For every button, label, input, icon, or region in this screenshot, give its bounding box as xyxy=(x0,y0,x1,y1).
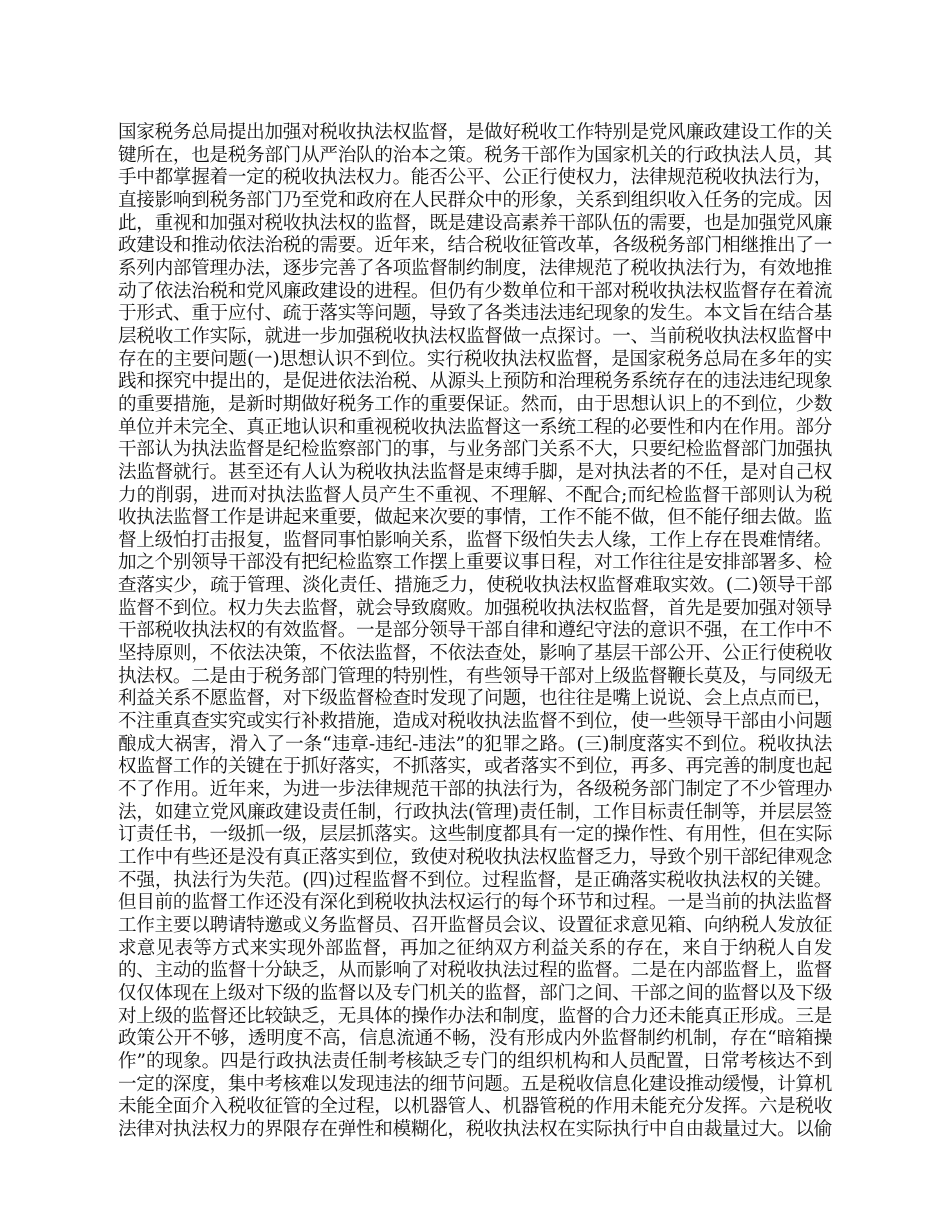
body-paragraph: 国家税务总局提出加强对税收执法权监督，是做好税收工作特别是党风廉政建设工作的关键所在，也是税务部门从严治队的治本之策。税务干部作为国家机关的行政执法人员，其手中都掌握着一定的税收执法权力。能否公平、公正行使权力，法律规范税收执法行为，直接影响到税务部门乃至党和政府在人民群众中的形象，关系到组织收入任务的完成。因此，重视和加强对税收执法权的监督，既是建设高素养干部队伍的需要，也是加强党风廉政建设和推动依法治税的需要。近年来，结合税收征管改革，各级税务部门相继推出了一系列内部管理办法，逐步完善了各项监督制约制度，法律规范了税收执法行为，有效地推动了依法治税和党风廉政建设的进程。但仍有少数单位和干部对税收执法权监督存在着流于形式、重于应付、疏于落实等问题，导致了各类违法违纪现象的发生。本文旨在结合基层税收工作实际，就进一步加强税收执法权监督做一点探讨。一、当前税收执法权监督中存在的主要问题(一)思想认识不到位。实行税收执法权监督，是国家税务总局在多年的实践和探究中提出的，是促进依法治税、从源头上预防和治理税务系统存在的违法违纪现象的重要措施，是新时期做好税务工作的重要保证。然而，由于思想认识上的不到位，少数单位并未完全、真正地认识和重视税收执法监督这一系统工程的必要性和内在作用。部分干部认为执法监督是纪检监察部门的事，与业务部门关系不大，只要纪检监督部门加强执法监督就行。甚至还有人认为税收执法监督是束缚手脚，是对执法者的不任，是对自己权力的削弱，进而对执法监督人员产生不重视、不理解、不配合;而纪检监督干部则认为税收执法监督工作是讲起来重要，做起来次要的事情，工作不能不做，但不能仔细去做。监督上级怕打击报复，监督同事怕影响关系，监督下级怕失去人缘，工作上存在畏难情绪。加之个别领导干部没有把纪检监察工作摆上重要议事日程，对工作往往是安排部署多、检查落实少，疏于管理、淡化责任、措施乏力，使税收执法权监督难取实效。(二)领导干部监督不到位。权力失去监督，就会导致腐败。加强税收执法权监督，首先是要加强对领导干部税收执法权的有效监督。一是部分领导干部自律和遵纪守法的意识不强，在工作中不坚持原则，不依法决策，不依法监督，不依法查处，影响了基层干部公开、公正行使税收执法权。二是由于税务部门管理的特别性，有些领导干部对上级监督鞭长莫及，与同级无利益关系不愿监督，对下级监督检查时发现了问题，也往往是嘴上说说、会上点点而已，不注重真查实究或实行补救措施，造成对税收执法监督不到位，使一些领导干部由小问题酿成大祸害，滑入了一条“违章-违纪-违法”的犯罪之路。(三)制度落实不到位。税收执法权监督工作的关键在于抓好落实，不抓落实，或者落实不到位，再多、再完善的制度也起不了作用。近年来，为进一步法律规范干部的执法行为，各级税务部门制定了不少管理办法，如建立党风廉政建设责任制，行政执法(管理)责任制，工作目标责任制等，并层层签订责任书，一级抓一级，层层抓落实。这些制度都具有一定的操作性、有用性，但在实际工作中有些还是没有真正落实到位，致使对税收执法权监督乏力，导致个别干部纪律观念不强，执法行为失范。(四)过程监督不到位。过程监督，是正确落实税收执法权的关键。但目前的监督工作还没有深化到税收执法权运行的每个环节和过程。一是当前的执法监督工作主要以聘请特邀或义务监督员、召开监督员会议、设置征求意见箱、向纳税人发放征求意见表等方式来实现外部监督，再加之征纳双方利益关系的存在，来自于纳税人自发的、主动的监督十分缺乏，从而影响了对税收执法过程的监督。二是在内部监督上，监督仅仅体现在上级对下级的监督以及专门机关的监督，部门之间、干部之间的监督以及下级对上级的监督还比较缺乏，无具体的操作办法和制度，监督的合力还未能真正形成。三是政策公开不够，透明度不高，信息流通不畅，没有形成内外监督制约机制，存在“暗箱操作”的现象。四是行政执法责任制考核缺乏专门的组织机构和人员配置，日常考核达不到一定的深度，集中考核难以发现违法的细节问题。五是税收信息化建设推动缓慢，计算机未能全面介入税收征管的全过程，以机器管人、机器管税的作用未能充分发挥。六是税收法律对执法权力的界限存在弹性和模糊化，税收执法权在实际执行中自由裁量过大。以偷 xyxy=(118,122,832,1140)
